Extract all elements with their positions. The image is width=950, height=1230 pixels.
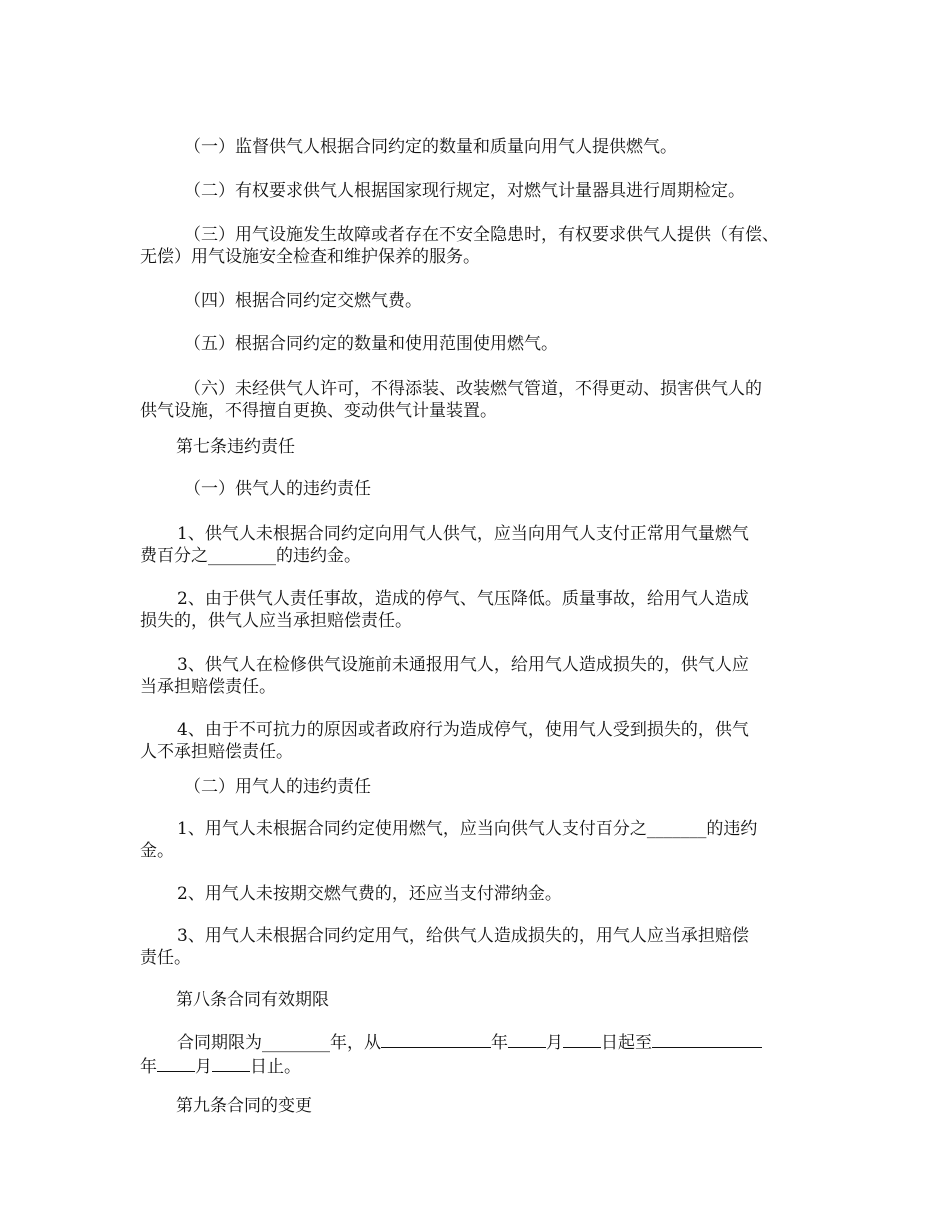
text-line — [140, 1030, 820, 1054]
text-line: 人不承担赔偿责任。 — [140, 742, 293, 762]
blank-field — [381, 1030, 491, 1048]
paragraph-right-1 — [140, 136, 820, 158]
supplier-liability-3 — [140, 654, 820, 698]
text-line: 金。 — [140, 841, 174, 861]
text-line: （五）根据合同约定的数量和使用范围使用燃气。 — [184, 334, 558, 354]
supplier-liability-2 — [140, 588, 820, 632]
blank-field — [157, 1054, 195, 1072]
section-title: 第八条合同有效期限 — [176, 990, 329, 1010]
validity-period — [140, 1030, 820, 1078]
text-fragment: 日起至 — [601, 1033, 652, 1053]
blank-field — [652, 1030, 762, 1048]
blank-field — [508, 1030, 546, 1048]
text-fragment: 合同期限为________年，从 — [177, 1033, 381, 1053]
text-line: 4、由于不可抗力的原因或者政府行为造成停气，使用气人受到损失的，供气 — [177, 720, 749, 740]
text-line: 2、由于供气人责任事故，造成的停气、气压降低。质量事故，给用气人造成 — [177, 589, 749, 609]
blank-field — [212, 1054, 250, 1072]
paragraph-right-6 — [140, 378, 820, 422]
text-fragment: 日止。 — [250, 1057, 301, 1077]
text-line: （一）监督供气人根据合同约定的数量和质量向用气人提供燃气。 — [184, 137, 677, 157]
article-7-title — [140, 436, 820, 458]
blank-field — [563, 1030, 601, 1048]
paragraph-right-5 — [140, 333, 820, 355]
supplier-liability-heading — [140, 478, 820, 500]
text-line: 供气设施，不得擅自更换、变动供气计量装置。 — [140, 401, 497, 421]
text-line: （四）根据合同约定交燃气费。 — [184, 291, 422, 311]
user-liability-2 — [140, 883, 820, 905]
text-fragment: 月 — [546, 1033, 563, 1053]
text-fragment: 月 — [195, 1057, 212, 1077]
user-liability-heading — [140, 776, 820, 798]
subsection-title: （一）供气人的违约责任 — [184, 479, 371, 499]
section-title: 第七条违约责任 — [176, 437, 295, 457]
article-9-title — [140, 1095, 820, 1117]
text-line: 2、用气人未按期交燃气费的，还应当支付滞纳金。 — [177, 884, 562, 904]
text-line: 无偿）用气设施安全检查和维护保养的服务。 — [140, 247, 480, 267]
text-line: 损失的，供气人应当承担赔偿责任。 — [140, 611, 412, 631]
user-liability-3 — [140, 925, 820, 969]
supplier-liability-4 — [140, 719, 820, 763]
paragraph-right-2 — [140, 180, 820, 202]
text-line: （二）有权要求供气人根据国家现行规定，对燃气计量器具进行周期检定。 — [184, 181, 745, 201]
text-line: 费百分之________的违约金。 — [140, 546, 361, 566]
user-liability-1 — [140, 818, 820, 862]
supplier-liability-1 — [140, 523, 820, 567]
paragraph-right-3 — [140, 224, 820, 268]
text-line: 3、用气人未根据合同约定用气，给供气人造成损失的，用气人应当承担赔偿 — [177, 926, 749, 946]
text-line: 1、供气人未根据合同约定向用气人供气，应当向用气人支付正常用气量燃气 — [177, 524, 749, 544]
text-line: 1、用气人未根据合同约定使用燃气，应当向供气人支付百分之_______的违约 — [177, 819, 758, 839]
text-line: （六）未经供气人许可，不得添装、改装燃气管道，不得更动、损害供气人的 — [184, 379, 762, 399]
section-title: 第九条合同的变更 — [176, 1096, 312, 1116]
text-fragment: 年 — [140, 1057, 157, 1077]
text-line: 当承担赔偿责任。 — [140, 677, 276, 697]
text-line: 责任。 — [140, 948, 191, 968]
text-line: （三）用气设施发生故障或者存在不安全隐患时，有权要求供气人提供（有偿、 — [184, 225, 779, 245]
text-line — [140, 1054, 820, 1078]
article-8-title — [140, 989, 820, 1011]
subsection-title: （二）用气人的违约责任 — [184, 777, 371, 797]
text-line: 3、供气人在检修供气设施前未通报用气人，给用气人造成损失的，供气人应 — [177, 655, 749, 675]
paragraph-right-4 — [140, 290, 820, 312]
text-fragment: 年 — [491, 1033, 508, 1053]
